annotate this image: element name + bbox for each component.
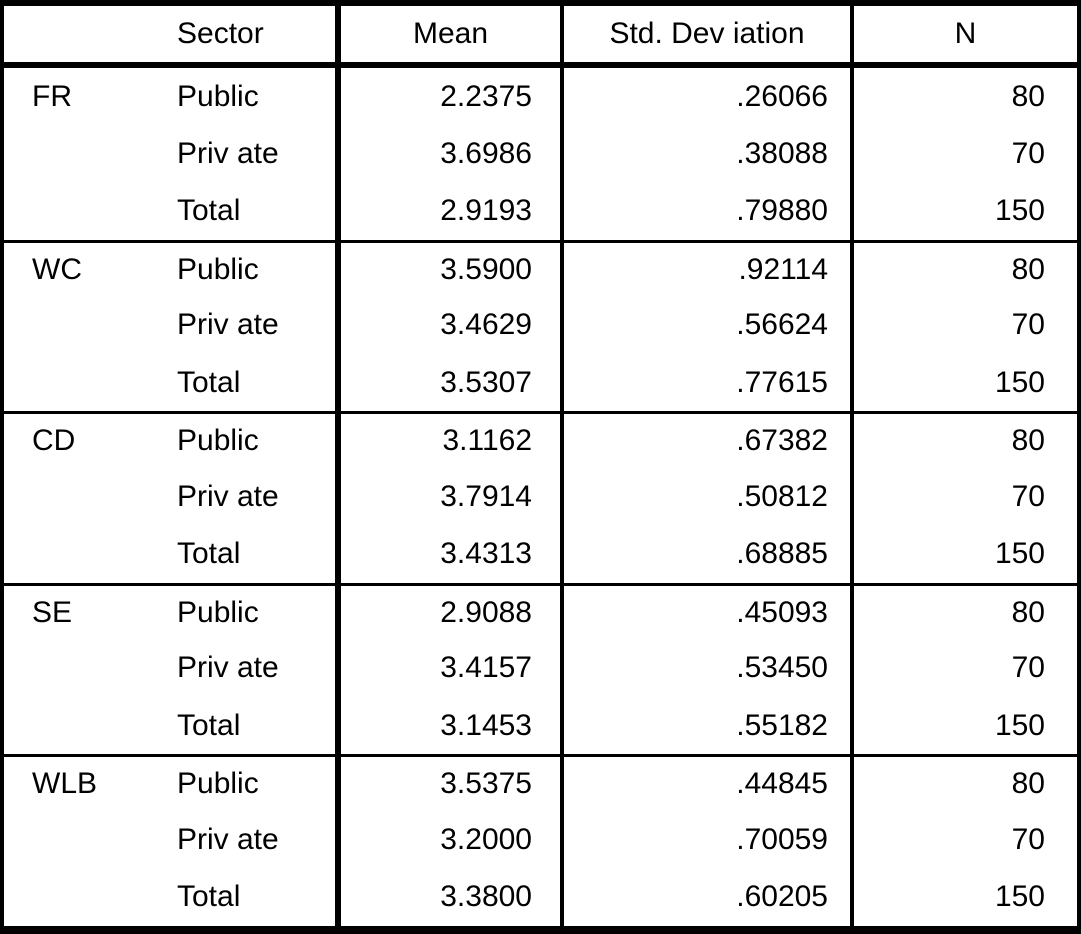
- table-row: [4, 640, 1077, 697]
- mean-cell: 3.1162: [341, 414, 564, 468]
- n-cell: 150: [994, 708, 1045, 742]
- std-cell: .68885: [564, 526, 854, 583]
- mean-cell: 3.6986: [341, 125, 564, 182]
- n-cell: 70: [1011, 823, 1045, 857]
- table-row: [4, 125, 1077, 182]
- std-cell: .44845: [564, 757, 854, 811]
- mean-cell: 3.1453: [341, 697, 564, 754]
- table-row: [4, 354, 1077, 411]
- mean-cell: 3.7914: [341, 468, 564, 525]
- n-cell: 80: [1011, 252, 1045, 286]
- std-cell: .70059: [564, 811, 854, 868]
- mean-cell: 3.5307: [341, 354, 564, 411]
- col-header-std-deviation: Std. Dev iation: [564, 6, 854, 62]
- col-header-mean: Mean: [341, 6, 564, 62]
- group-cell: [4, 354, 169, 411]
- group-cell: [4, 182, 169, 239]
- n-cell: 70: [1011, 479, 1045, 513]
- sector-cell: Total: [169, 354, 341, 411]
- n-cell: 150: [994, 365, 1045, 399]
- sector-cell: Total: [169, 526, 341, 583]
- col-header-n: N: [954, 17, 977, 50]
- sector-cell: Public: [169, 68, 341, 125]
- mean-cell: 3.5900: [341, 243, 564, 297]
- table-row: [4, 68, 1077, 125]
- std-cell: .38088: [564, 125, 854, 182]
- mean-cell: 3.5375: [341, 757, 564, 811]
- group-cell: CD: [32, 424, 76, 458]
- n-cell: 80: [1011, 424, 1045, 458]
- mean-cell: 3.4313: [341, 526, 564, 583]
- std-cell: .79880: [564, 182, 854, 239]
- n-cell: 150: [994, 193, 1045, 227]
- table-row: [4, 754, 1077, 811]
- std-cell: .60205: [564, 869, 854, 926]
- sector-cell: Public: [169, 243, 341, 297]
- table-row: [4, 297, 1077, 354]
- table-row: [4, 869, 1077, 926]
- std-cell: .55182: [564, 697, 854, 754]
- sector-cell: Priv ate: [169, 297, 341, 354]
- sector-cell: Priv ate: [169, 125, 341, 182]
- table-row: [4, 583, 1077, 640]
- col-header-blank: [4, 6, 169, 62]
- group-cell: [4, 811, 169, 868]
- group-cell: FR: [32, 79, 72, 113]
- n-cell: 150: [994, 880, 1045, 914]
- std-cell: .53450: [564, 640, 854, 697]
- group-cell: WLB: [32, 767, 98, 801]
- mean-cell: 3.3800: [341, 869, 564, 926]
- sector-cell: Total: [169, 869, 341, 926]
- group-cell: [4, 297, 169, 354]
- n-cell: 80: [1011, 79, 1045, 113]
- group-cell: [4, 869, 169, 926]
- sector-cell: Priv ate: [169, 811, 341, 868]
- group-cell: [4, 125, 169, 182]
- table-row: [4, 526, 1077, 583]
- n-cell: 70: [1011, 651, 1045, 685]
- n-cell: 80: [1011, 767, 1045, 801]
- mean-cell: 3.4157: [341, 640, 564, 697]
- mean-cell: 2.9088: [341, 586, 564, 640]
- table-row: [4, 240, 1077, 297]
- std-cell: .45093: [564, 586, 854, 640]
- sector-cell: Public: [169, 414, 341, 468]
- sector-cell: Public: [169, 757, 341, 811]
- std-cell: .67382: [564, 414, 854, 468]
- group-cell: [4, 640, 169, 697]
- sector-cell: Total: [169, 697, 341, 754]
- table-row: [4, 182, 1077, 239]
- mean-cell: 3.4629: [341, 297, 564, 354]
- sector-cell: Total: [169, 182, 341, 239]
- sector-cell: Public: [169, 586, 341, 640]
- table-row: [4, 411, 1077, 468]
- sector-cell: Priv ate: [169, 468, 341, 525]
- group-cell: [4, 526, 169, 583]
- mean-cell: 2.9193: [341, 182, 564, 239]
- std-cell: .50812: [564, 468, 854, 525]
- table-header-row: [4, 6, 1077, 68]
- n-cell: 150: [994, 537, 1045, 571]
- std-cell: .77615: [564, 354, 854, 411]
- std-cell: .56624: [564, 297, 854, 354]
- group-cell: WC: [32, 252, 82, 286]
- col-header-sector: Sector: [169, 6, 341, 62]
- n-cell: 80: [1011, 595, 1045, 629]
- table-row: [4, 811, 1077, 868]
- n-cell: 70: [1011, 136, 1045, 170]
- group-cell: [4, 468, 169, 525]
- table-row: [4, 697, 1077, 754]
- mean-cell: 3.2000: [341, 811, 564, 868]
- std-cell: .92114: [564, 243, 854, 297]
- n-cell: 70: [1011, 308, 1045, 342]
- group-cell: SE: [32, 595, 73, 629]
- mean-cell: 2.2375: [341, 68, 564, 125]
- std-cell: .26066: [564, 68, 854, 125]
- sector-cell: Priv ate: [169, 640, 341, 697]
- group-cell: [4, 697, 169, 754]
- table-row: [4, 468, 1077, 525]
